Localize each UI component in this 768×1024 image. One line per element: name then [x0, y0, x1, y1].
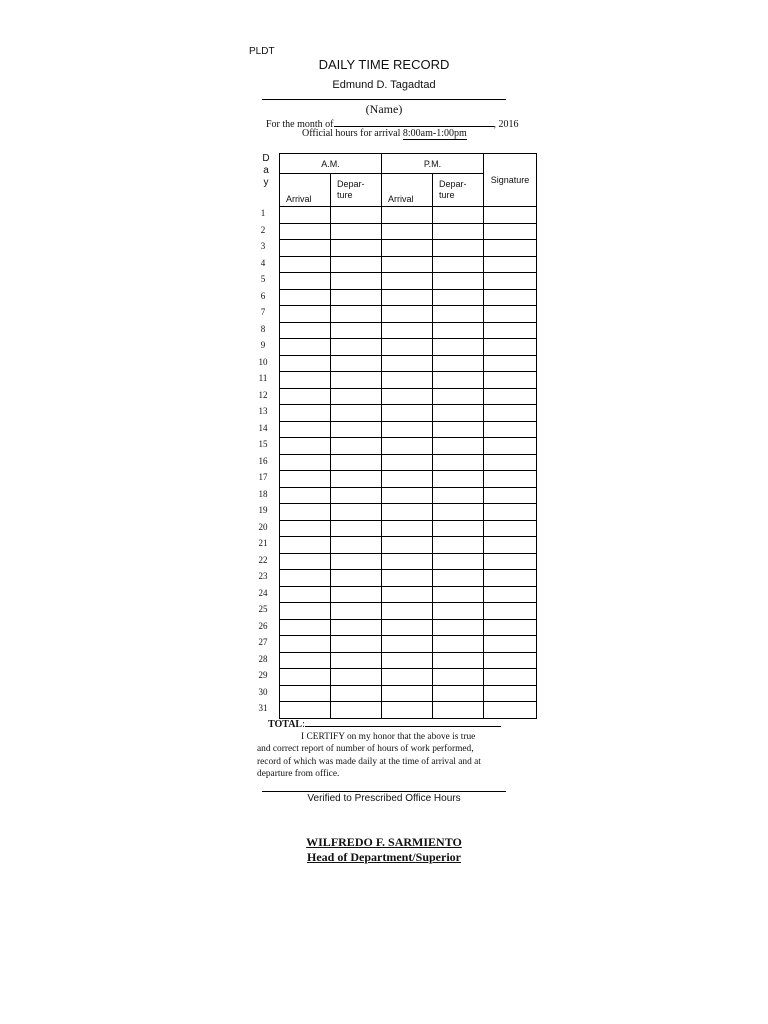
signature-header: Signature: [484, 154, 537, 207]
day-letter-a: a: [263, 165, 269, 176]
pm-arrival-cell[interactable]: [382, 685, 433, 702]
day-number: 16: [258, 455, 268, 466]
pm-departure-cell[interactable]: [433, 438, 484, 455]
am-arrival-cell[interactable]: [280, 471, 331, 488]
am-arrival-cell[interactable]: [280, 289, 331, 306]
am-departure-cell[interactable]: [331, 289, 382, 306]
total-label: TOTAL: [268, 719, 303, 730]
am-arrival-cell[interactable]: [280, 586, 331, 603]
am-arrival-cell[interactable]: [280, 355, 331, 372]
total-blank[interactable]: [305, 717, 501, 727]
table-row: [280, 652, 537, 669]
day-number: 24: [258, 587, 268, 598]
am-departure-cell[interactable]: [331, 438, 382, 455]
pm-departure-cell[interactable]: [433, 322, 484, 339]
day-column-header: [261, 153, 271, 189]
supervisor-title: Head of Department/Superior: [307, 850, 461, 864]
day-number: 22: [258, 554, 268, 565]
day-number: 14: [258, 422, 268, 433]
table-row: [280, 520, 537, 537]
organization-label: PLDT: [249, 46, 275, 57]
pm-arrival-cell[interactable]: [382, 438, 433, 455]
month-blank[interactable]: [334, 117, 494, 127]
am-departure-cell[interactable]: [331, 339, 382, 356]
pm-arrival-header: Arrival: [382, 174, 433, 207]
pm-departure-cell[interactable]: [433, 520, 484, 537]
day-letter-d: D: [262, 153, 270, 164]
signature-cell[interactable]: [484, 256, 537, 273]
table-row: [280, 223, 537, 240]
pm-arrival-cell[interactable]: [382, 586, 433, 603]
am-departure-cell[interactable]: [331, 471, 382, 488]
am-arrival-cell[interactable]: [280, 223, 331, 240]
pm-departure-cell[interactable]: [433, 487, 484, 504]
certify-line-4: departure from office.: [257, 768, 340, 779]
pm-departure-cell[interactable]: [433, 355, 484, 372]
am-departure-cell[interactable]: [331, 487, 382, 504]
pm-departure-cell[interactable]: [433, 570, 484, 587]
pm-departure-cell[interactable]: [433, 223, 484, 240]
day-number: 20: [258, 521, 268, 532]
am-departure-cell[interactable]: [331, 372, 382, 389]
am-departure-cell[interactable]: [331, 355, 382, 372]
am-arrival-cell[interactable]: [280, 570, 331, 587]
signature-cell[interactable]: [484, 685, 537, 702]
pm-arrival-cell[interactable]: [382, 702, 433, 719]
am-arrival-cell[interactable]: [280, 207, 331, 224]
am-arrival-cell[interactable]: [280, 273, 331, 290]
pm-departure-cell[interactable]: [433, 454, 484, 471]
table-row: [280, 586, 537, 603]
am-arrival-cell[interactable]: [280, 702, 331, 719]
day-number: 2: [260, 224, 266, 235]
am-departure-cell[interactable]: [331, 619, 382, 636]
pm-arrival-cell[interactable]: [382, 240, 433, 257]
day-number: 9: [260, 340, 266, 350]
pm-departure-cell[interactable]: [433, 256, 484, 273]
employee-name: Edmund D. Tagadtad: [332, 79, 436, 91]
table-row: [280, 570, 537, 587]
pm-arrival-cell[interactable]: [382, 339, 433, 356]
am-departure-cell[interactable]: [331, 586, 382, 603]
pm-departure-cell[interactable]: [433, 685, 484, 702]
table-row: [280, 685, 537, 702]
signature-cell[interactable]: [484, 570, 537, 587]
signature-cell[interactable]: [484, 438, 537, 455]
pm-arrival-cell[interactable]: [382, 421, 433, 438]
certify-line-3: record of which was made daily at the time of arrival and at: [257, 756, 481, 767]
pm-arrival-cell[interactable]: [382, 619, 433, 636]
day-number: 10: [258, 356, 268, 367]
table-row: [280, 355, 537, 372]
day-number: 30: [258, 686, 268, 697]
pm-departure-cell[interactable]: [433, 537, 484, 554]
table-row: [280, 553, 537, 570]
pm-departure-cell[interactable]: [433, 652, 484, 669]
day-number: 11: [258, 373, 268, 383]
signature-cell[interactable]: [484, 388, 537, 405]
signature-cell[interactable]: [484, 421, 537, 438]
signature-line: [262, 791, 506, 792]
day-number: 25: [258, 604, 268, 614]
am-departure-cell[interactable]: [331, 240, 382, 257]
pm-arrival-cell[interactable]: [382, 207, 433, 224]
pm-arrival-cell[interactable]: [382, 537, 433, 554]
signature-cell[interactable]: [484, 471, 537, 488]
pm-arrival-cell[interactable]: [382, 355, 433, 372]
table-body: [280, 207, 537, 719]
signature-cell[interactable]: [484, 619, 537, 636]
am-departure-cell[interactable]: [331, 553, 382, 570]
day-number: 31: [258, 703, 268, 713]
am-arrival-cell[interactable]: [280, 339, 331, 356]
pm-arrival-cell[interactable]: [382, 256, 433, 273]
signature-cell[interactable]: [484, 454, 537, 471]
am-arrival-cell[interactable]: [280, 685, 331, 702]
signature-cell[interactable]: [484, 669, 537, 686]
table-row: [280, 306, 537, 323]
table-row: [280, 504, 537, 521]
am-departure-cell[interactable]: [331, 256, 382, 273]
pm-departure-cell[interactable]: [433, 702, 484, 719]
pm-departure-cell[interactable]: [433, 636, 484, 653]
am-arrival-cell[interactable]: [280, 504, 331, 521]
am-departure-cell[interactable]: [331, 537, 382, 554]
pm-arrival-cell[interactable]: [382, 306, 433, 323]
name-caption: (Name): [365, 102, 403, 116]
pm-departure-cell[interactable]: [433, 289, 484, 306]
pm-arrival-cell[interactable]: [382, 273, 433, 290]
am-arrival-cell[interactable]: [280, 322, 331, 339]
signature-cell[interactable]: [484, 273, 537, 290]
day-number: 12: [258, 389, 268, 400]
verified-caption: Verified to Prescribed Office Hours: [307, 793, 461, 804]
am-arrival-cell[interactable]: [280, 652, 331, 669]
pm-arrival-cell[interactable]: [382, 405, 433, 422]
signature-cell[interactable]: [484, 586, 537, 603]
am-header: A.M.: [280, 154, 382, 174]
am-departure-cell[interactable]: [331, 652, 382, 669]
am-departure-cell[interactable]: [331, 454, 382, 471]
am-departure-cell[interactable]: [331, 570, 382, 587]
signature-cell[interactable]: [484, 306, 537, 323]
pm-departure-label-2: ture: [439, 190, 455, 200]
day-number: 15: [258, 439, 268, 449]
table-row: [280, 421, 537, 438]
am-arrival-cell[interactable]: [280, 372, 331, 389]
pm-arrival-cell[interactable]: [382, 454, 433, 471]
am-departure-cell[interactable]: [331, 388, 382, 405]
pm-arrival-cell[interactable]: [382, 504, 433, 521]
am-arrival-cell[interactable]: [280, 454, 331, 471]
am-arrival-cell[interactable]: [280, 388, 331, 405]
day-number: 4: [260, 257, 266, 268]
table-row: [280, 537, 537, 554]
signature-cell[interactable]: [484, 339, 537, 356]
document-title: [0, 57, 768, 72]
table-row: [280, 702, 537, 719]
pm-departure-cell[interactable]: [433, 669, 484, 686]
table-row: [280, 240, 537, 257]
pm-departure-cell[interactable]: [433, 603, 484, 620]
pm-departure-cell[interactable]: [433, 471, 484, 488]
pm-departure-label-1: Depar-: [439, 179, 467, 189]
table-row: [280, 669, 537, 686]
day-number: 6: [260, 290, 266, 301]
am-departure-cell[interactable]: [331, 702, 382, 719]
am-arrival-cell[interactable]: [280, 438, 331, 455]
pm-arrival-cell[interactable]: [382, 322, 433, 339]
certify-line-2: and correct report of number of hours of work performed,: [257, 744, 474, 755]
day-number: 19: [258, 505, 268, 515]
am-departure-cell[interactable]: [331, 636, 382, 653]
day-number: 21: [258, 538, 268, 548]
table-row: [280, 322, 537, 339]
pm-departure-cell[interactable]: [433, 619, 484, 636]
pm-arrival-cell[interactable]: [382, 570, 433, 587]
pm-arrival-cell[interactable]: [382, 487, 433, 504]
pm-departure-cell[interactable]: [433, 240, 484, 257]
table-row: [280, 339, 537, 356]
day-number: 3: [260, 241, 266, 251]
signature-cell[interactable]: [484, 487, 537, 504]
day-letter-y: y: [263, 177, 269, 188]
table-row: [280, 438, 537, 455]
am-arrival-cell[interactable]: [280, 537, 331, 554]
signature-cell[interactable]: [484, 520, 537, 537]
pm-departure-header: [433, 174, 484, 207]
month-suffix: , 2016: [493, 119, 519, 130]
am-departure-cell[interactable]: [331, 223, 382, 240]
pm-departure-cell[interactable]: [433, 306, 484, 323]
table-header-row: [280, 154, 537, 174]
table-row: [280, 405, 537, 422]
signature-cell[interactable]: [484, 603, 537, 620]
official-hours-value: 8:00am-1:00pm: [402, 128, 467, 139]
day-number: 29: [258, 670, 268, 680]
am-arrival-cell[interactable]: [280, 553, 331, 570]
signature-cell[interactable]: [484, 636, 537, 653]
pm-departure-cell[interactable]: [433, 207, 484, 224]
table-row: [280, 388, 537, 405]
day-number: 26: [258, 620, 268, 631]
pm-departure-cell[interactable]: [433, 339, 484, 356]
am-departure-label-2: ture: [337, 190, 353, 200]
signature-cell[interactable]: [484, 355, 537, 372]
pm-departure-cell[interactable]: [433, 504, 484, 521]
name-underline: [262, 99, 506, 100]
total-row: [268, 717, 501, 730]
table-row: [280, 454, 537, 471]
am-arrival-cell[interactable]: [280, 405, 331, 422]
am-departure-cell[interactable]: [331, 520, 382, 537]
am-arrival-cell[interactable]: [280, 306, 331, 323]
pm-arrival-cell[interactable]: [382, 289, 433, 306]
table-row: [280, 207, 537, 224]
pm-arrival-cell[interactable]: [382, 388, 433, 405]
day-number: 23: [258, 571, 268, 581]
table-row: [280, 372, 537, 389]
day-number: 28: [258, 653, 268, 664]
signature-cell[interactable]: [484, 240, 537, 257]
am-departure-cell[interactable]: [331, 322, 382, 339]
day-number: 27: [258, 637, 268, 647]
table-row: [280, 471, 537, 488]
am-arrival-cell[interactable]: [280, 636, 331, 653]
table-row: [280, 619, 537, 636]
signature-cell[interactable]: [484, 405, 537, 422]
signature-cell[interactable]: [484, 322, 537, 339]
pm-departure-cell[interactable]: [433, 388, 484, 405]
signature-cell[interactable]: [484, 537, 537, 554]
pm-arrival-cell[interactable]: [382, 553, 433, 570]
am-departure-cell[interactable]: [331, 405, 382, 422]
day-number: 1: [260, 208, 266, 218]
pm-arrival-cell[interactable]: [382, 372, 433, 389]
time-record-table: [279, 153, 537, 719]
pm-arrival-cell[interactable]: [382, 223, 433, 240]
signature-cell[interactable]: [484, 207, 537, 224]
month-prefix: For the month of: [266, 119, 334, 130]
pm-arrival-cell[interactable]: [382, 603, 433, 620]
day-number: 8: [260, 323, 266, 334]
am-departure-label-1: Depar-: [337, 179, 365, 189]
table-row: [280, 487, 537, 504]
pm-departure-cell[interactable]: [433, 421, 484, 438]
certify-line-1: [257, 731, 509, 743]
day-number: 17: [258, 472, 268, 482]
pm-departure-cell[interactable]: [433, 372, 484, 389]
pm-departure-cell[interactable]: [433, 553, 484, 570]
pm-arrival-cell[interactable]: [382, 669, 433, 686]
am-arrival-header: Arrival: [280, 174, 331, 207]
supervisor-name: WILFREDO F. SARMIENTO: [306, 835, 462, 849]
am-departure-cell[interactable]: [331, 273, 382, 290]
am-departure-cell[interactable]: [331, 685, 382, 702]
signature-cell[interactable]: [484, 652, 537, 669]
total-colon: :: [302, 719, 305, 730]
day-number: 18: [258, 488, 268, 499]
official-hours-prefix: Official hours for arrival: [302, 128, 403, 139]
am-departure-cell[interactable]: [331, 504, 382, 521]
certification-text: [257, 731, 509, 780]
am-departure-header: [331, 174, 382, 207]
signature-cell[interactable]: [484, 702, 537, 719]
table-row: [280, 636, 537, 653]
am-departure-cell[interactable]: [331, 603, 382, 620]
table-row: [280, 273, 537, 290]
pm-departure-cell[interactable]: [433, 273, 484, 290]
pm-header: P.M.: [382, 154, 484, 174]
pm-arrival-cell[interactable]: [382, 636, 433, 653]
signature-cell[interactable]: [484, 289, 537, 306]
pm-arrival-cell[interactable]: [382, 471, 433, 488]
am-departure-cell[interactable]: [331, 669, 382, 686]
am-departure-cell[interactable]: [331, 421, 382, 438]
am-arrival-cell[interactable]: [280, 240, 331, 257]
document-title-text: DAILY TIME RECORD: [318, 57, 450, 72]
am-arrival-cell[interactable]: [280, 520, 331, 537]
day-number: 13: [258, 406, 268, 416]
day-number: 7: [260, 307, 266, 317]
signature-cell[interactable]: [484, 223, 537, 240]
pm-arrival-cell[interactable]: [382, 520, 433, 537]
pm-departure-cell[interactable]: [433, 405, 484, 422]
am-arrival-cell[interactable]: [280, 487, 331, 504]
am-arrival-cell[interactable]: [280, 669, 331, 686]
table-row: [280, 289, 537, 306]
signature-cell[interactable]: [484, 372, 537, 389]
am-departure-cell[interactable]: [331, 306, 382, 323]
am-arrival-cell[interactable]: [280, 421, 331, 438]
certify-line-1-text: I CERTIFY on my honor that the above is true: [301, 732, 476, 742]
pm-departure-cell[interactable]: [433, 586, 484, 603]
official-hours-row: [302, 128, 467, 139]
table-row: [280, 603, 537, 620]
am-arrival-cell[interactable]: [280, 256, 331, 273]
table-row: [280, 256, 537, 273]
am-arrival-cell[interactable]: [280, 603, 331, 620]
am-arrival-cell[interactable]: [280, 619, 331, 636]
pm-arrival-cell[interactable]: [382, 652, 433, 669]
day-number: 5: [260, 274, 266, 284]
signature-cell[interactable]: [484, 553, 537, 570]
signature-cell[interactable]: [484, 504, 537, 521]
am-departure-cell[interactable]: [331, 207, 382, 224]
